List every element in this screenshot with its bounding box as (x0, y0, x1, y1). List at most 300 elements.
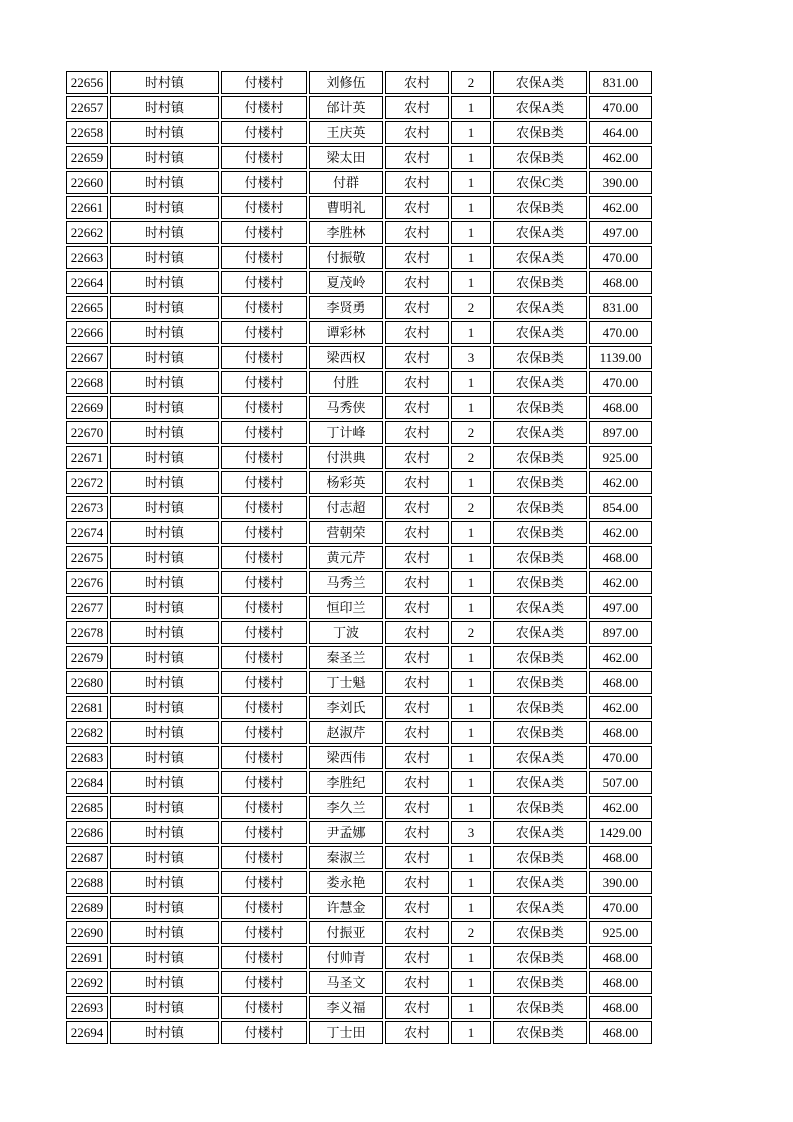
cell-name: 李义福 (309, 996, 383, 1019)
cell-amount: 925.00 (589, 921, 652, 944)
cell-residence: 农村 (385, 721, 449, 744)
cell-id: 22678 (66, 621, 108, 644)
cell-town: 时村镇 (110, 446, 219, 469)
cell-category: 农保A类 (493, 621, 587, 644)
cell-category: 农保A类 (493, 746, 587, 769)
cell-name: 李刘氏 (309, 696, 383, 719)
cell-town: 时村镇 (110, 596, 219, 619)
cell-name: 邰计英 (309, 96, 383, 119)
cell-name: 付胜 (309, 371, 383, 394)
cell-count: 1 (451, 571, 491, 594)
cell-amount: 462.00 (589, 521, 652, 544)
cell-amount: 468.00 (589, 396, 652, 419)
cell-town: 时村镇 (110, 621, 219, 644)
cell-residence: 农村 (385, 696, 449, 719)
cell-category: 农保B类 (493, 546, 587, 569)
cell-count: 2 (451, 621, 491, 644)
cell-id: 22668 (66, 371, 108, 394)
cell-id: 22677 (66, 596, 108, 619)
cell-count: 2 (451, 496, 491, 519)
table-row (66, 746, 652, 769)
cell-residence: 农村 (385, 71, 449, 94)
cell-id: 22672 (66, 471, 108, 494)
cell-id: 22664 (66, 271, 108, 294)
cell-town: 时村镇 (110, 721, 219, 744)
cell-count: 2 (451, 446, 491, 469)
cell-category: 农保B类 (493, 946, 587, 969)
cell-name: 马秀侠 (309, 396, 383, 419)
cell-count: 1 (451, 871, 491, 894)
cell-name: 付洪典 (309, 446, 383, 469)
table-row (66, 546, 652, 569)
cell-category: 农保A类 (493, 821, 587, 844)
cell-village: 付楼村 (221, 121, 307, 144)
cell-id: 22670 (66, 421, 108, 444)
cell-amount: 468.00 (589, 846, 652, 869)
cell-amount: 470.00 (589, 371, 652, 394)
cell-category: 农保B类 (493, 196, 587, 219)
cell-residence: 农村 (385, 371, 449, 394)
cell-id: 22686 (66, 821, 108, 844)
cell-category: 农保B类 (493, 696, 587, 719)
cell-amount: 1139.00 (589, 346, 652, 369)
cell-count: 1 (451, 721, 491, 744)
cell-category: 农保A类 (493, 321, 587, 344)
cell-village: 付楼村 (221, 896, 307, 919)
cell-name: 丁士田 (309, 1021, 383, 1044)
table-row (66, 71, 652, 94)
cell-amount: 468.00 (589, 946, 652, 969)
cell-count: 1 (451, 1021, 491, 1044)
cell-id: 22656 (66, 71, 108, 94)
table-row (66, 996, 652, 1019)
cell-id: 22658 (66, 121, 108, 144)
cell-count: 1 (451, 896, 491, 919)
cell-village: 付楼村 (221, 471, 307, 494)
cell-town: 时村镇 (110, 996, 219, 1019)
cell-id: 22681 (66, 696, 108, 719)
cell-category: 农保B类 (493, 971, 587, 994)
cell-residence: 农村 (385, 746, 449, 769)
cell-category: 农保B类 (493, 496, 587, 519)
cell-category: 农保B类 (493, 671, 587, 694)
cell-residence: 农村 (385, 871, 449, 894)
cell-village: 付楼村 (221, 1021, 307, 1044)
cell-residence: 农村 (385, 771, 449, 794)
cell-name: 夏茂岭 (309, 271, 383, 294)
cell-residence: 农村 (385, 671, 449, 694)
cell-town: 时村镇 (110, 71, 219, 94)
cell-count: 2 (451, 71, 491, 94)
table-row (66, 621, 652, 644)
cell-count: 3 (451, 346, 491, 369)
cell-count: 1 (451, 546, 491, 569)
cell-town: 时村镇 (110, 246, 219, 269)
table-row (66, 871, 652, 894)
cell-category: 农保A类 (493, 246, 587, 269)
table-row (66, 796, 652, 819)
cell-town: 时村镇 (110, 271, 219, 294)
cell-category: 农保B类 (493, 146, 587, 169)
table-row (66, 221, 652, 244)
table-row (66, 646, 652, 669)
cell-count: 1 (451, 996, 491, 1019)
table-row (66, 346, 652, 369)
cell-residence: 农村 (385, 246, 449, 269)
cell-residence: 农村 (385, 171, 449, 194)
table-row (66, 971, 652, 994)
cell-amount: 468.00 (589, 546, 652, 569)
cell-category: 农保A类 (493, 771, 587, 794)
table-row (66, 296, 652, 319)
cell-village: 付楼村 (221, 771, 307, 794)
cell-town: 时村镇 (110, 771, 219, 794)
cell-name: 赵淑芹 (309, 721, 383, 744)
cell-id: 22669 (66, 396, 108, 419)
cell-category: 农保B类 (493, 521, 587, 544)
cell-count: 1 (451, 371, 491, 394)
cell-id: 22661 (66, 196, 108, 219)
cell-town: 时村镇 (110, 221, 219, 244)
cell-village: 付楼村 (221, 371, 307, 394)
cell-name: 谭彩林 (309, 321, 383, 344)
cell-category: 农保B类 (493, 796, 587, 819)
cell-residence: 农村 (385, 396, 449, 419)
cell-amount: 831.00 (589, 71, 652, 94)
cell-amount: 470.00 (589, 321, 652, 344)
cell-count: 1 (451, 846, 491, 869)
cell-category: 农保B类 (493, 471, 587, 494)
table-row (66, 396, 652, 419)
table-body (66, 71, 652, 1044)
cell-category: 农保B类 (493, 271, 587, 294)
cell-name: 付群 (309, 171, 383, 194)
table-row (66, 146, 652, 169)
table-row (66, 271, 652, 294)
cell-category: 农保B类 (493, 446, 587, 469)
table-row (66, 521, 652, 544)
cell-id: 22676 (66, 571, 108, 594)
cell-amount: 390.00 (589, 871, 652, 894)
cell-residence: 农村 (385, 96, 449, 119)
cell-town: 时村镇 (110, 971, 219, 994)
cell-name: 曹明礼 (309, 196, 383, 219)
cell-name: 李胜纪 (309, 771, 383, 794)
cell-residence: 农村 (385, 1021, 449, 1044)
cell-id: 22674 (66, 521, 108, 544)
cell-name: 营朝荣 (309, 521, 383, 544)
cell-residence: 农村 (385, 421, 449, 444)
cell-town: 时村镇 (110, 571, 219, 594)
table-row (66, 471, 652, 494)
cell-village: 付楼村 (221, 296, 307, 319)
cell-amount: 897.00 (589, 621, 652, 644)
cell-residence: 农村 (385, 521, 449, 544)
cell-residence: 农村 (385, 196, 449, 219)
cell-amount: 925.00 (589, 446, 652, 469)
cell-residence: 农村 (385, 596, 449, 619)
cell-town: 时村镇 (110, 421, 219, 444)
cell-town: 时村镇 (110, 471, 219, 494)
cell-count: 1 (451, 321, 491, 344)
cell-town: 时村镇 (110, 846, 219, 869)
cell-amount: 462.00 (589, 696, 652, 719)
cell-name: 恒印兰 (309, 596, 383, 619)
cell-name: 秦圣兰 (309, 646, 383, 669)
cell-residence: 农村 (385, 796, 449, 819)
cell-category: 农保A类 (493, 296, 587, 319)
cell-category: 农保B类 (493, 346, 587, 369)
table-row (66, 821, 652, 844)
table-row (66, 96, 652, 119)
cell-town: 时村镇 (110, 671, 219, 694)
cell-amount: 462.00 (589, 571, 652, 594)
table-row (66, 371, 652, 394)
cell-name: 付志超 (309, 496, 383, 519)
cell-count: 1 (451, 746, 491, 769)
cell-name: 丁计峰 (309, 421, 383, 444)
cell-town: 时村镇 (110, 546, 219, 569)
table-row (66, 846, 652, 869)
cell-village: 付楼村 (221, 796, 307, 819)
cell-amount: 470.00 (589, 746, 652, 769)
cell-count: 1 (451, 946, 491, 969)
cell-id: 22694 (66, 1021, 108, 1044)
cell-category: 农保B类 (493, 846, 587, 869)
cell-amount: 470.00 (589, 896, 652, 919)
cell-category: 农保A类 (493, 371, 587, 394)
cell-residence: 农村 (385, 446, 449, 469)
cell-count: 1 (451, 596, 491, 619)
cell-amount: 464.00 (589, 121, 652, 144)
cell-village: 付楼村 (221, 496, 307, 519)
cell-id: 22691 (66, 946, 108, 969)
cell-amount: 462.00 (589, 796, 652, 819)
cell-town: 时村镇 (110, 696, 219, 719)
cell-id: 22692 (66, 971, 108, 994)
cell-id: 22657 (66, 96, 108, 119)
cell-amount: 462.00 (589, 471, 652, 494)
cell-category: 农保A类 (493, 71, 587, 94)
cell-amount: 462.00 (589, 646, 652, 669)
cell-count: 1 (451, 121, 491, 144)
table-row (66, 1021, 652, 1044)
cell-amount: 468.00 (589, 971, 652, 994)
cell-amount: 470.00 (589, 246, 652, 269)
cell-amount: 854.00 (589, 496, 652, 519)
cell-name: 王庆英 (309, 121, 383, 144)
cell-name: 梁西伟 (309, 746, 383, 769)
cell-village: 付楼村 (221, 321, 307, 344)
cell-town: 时村镇 (110, 921, 219, 944)
cell-name: 马圣文 (309, 971, 383, 994)
cell-town: 时村镇 (110, 871, 219, 894)
cell-count: 1 (451, 96, 491, 119)
cell-residence: 农村 (385, 321, 449, 344)
cell-category: 农保B类 (493, 921, 587, 944)
cell-residence: 农村 (385, 546, 449, 569)
cell-id: 22682 (66, 721, 108, 744)
table-row (66, 696, 652, 719)
cell-amount: 507.00 (589, 771, 652, 794)
cell-id: 22687 (66, 846, 108, 869)
cell-village: 付楼村 (221, 271, 307, 294)
cell-name: 梁太田 (309, 146, 383, 169)
cell-amount: 468.00 (589, 671, 652, 694)
cell-town: 时村镇 (110, 496, 219, 519)
cell-name: 丁士魁 (309, 671, 383, 694)
cell-village: 付楼村 (221, 571, 307, 594)
cell-name: 黄元芹 (309, 546, 383, 569)
cell-amount: 470.00 (589, 96, 652, 119)
cell-residence: 农村 (385, 296, 449, 319)
cell-residence: 农村 (385, 946, 449, 969)
cell-village: 付楼村 (221, 621, 307, 644)
cell-residence: 农村 (385, 971, 449, 994)
cell-amount: 390.00 (589, 171, 652, 194)
cell-amount: 831.00 (589, 296, 652, 319)
cell-name: 李久兰 (309, 796, 383, 819)
cell-count: 1 (451, 671, 491, 694)
table-row (66, 171, 652, 194)
cell-id: 22666 (66, 321, 108, 344)
cell-village: 付楼村 (221, 846, 307, 869)
cell-amount: 897.00 (589, 421, 652, 444)
cell-count: 1 (451, 146, 491, 169)
table-row (66, 321, 652, 344)
cell-category: 农保B类 (493, 571, 587, 594)
table-row (66, 771, 652, 794)
cell-amount: 462.00 (589, 196, 652, 219)
cell-town: 时村镇 (110, 371, 219, 394)
cell-id: 22688 (66, 871, 108, 894)
cell-name: 刘修伍 (309, 71, 383, 94)
cell-category: 农保B类 (493, 396, 587, 419)
cell-amount: 468.00 (589, 1021, 652, 1044)
cell-count: 1 (451, 221, 491, 244)
cell-category: 农保A类 (493, 221, 587, 244)
cell-amount: 462.00 (589, 146, 652, 169)
cell-village: 付楼村 (221, 971, 307, 994)
table-row (66, 721, 652, 744)
cell-residence: 农村 (385, 471, 449, 494)
cell-count: 2 (451, 421, 491, 444)
table-row (66, 246, 652, 269)
cell-town: 时村镇 (110, 96, 219, 119)
cell-id: 22667 (66, 346, 108, 369)
cell-id: 22662 (66, 221, 108, 244)
cell-residence: 农村 (385, 121, 449, 144)
cell-category: 农保B类 (493, 121, 587, 144)
cell-count: 1 (451, 171, 491, 194)
cell-town: 时村镇 (110, 796, 219, 819)
cell-name: 尹孟娜 (309, 821, 383, 844)
cell-town: 时村镇 (110, 946, 219, 969)
table-row (66, 896, 652, 919)
cell-count: 2 (451, 296, 491, 319)
cell-town: 时村镇 (110, 321, 219, 344)
cell-residence: 农村 (385, 221, 449, 244)
cell-village: 付楼村 (221, 871, 307, 894)
cell-name: 付帅青 (309, 946, 383, 969)
cell-village: 付楼村 (221, 696, 307, 719)
cell-village: 付楼村 (221, 996, 307, 1019)
table-row (66, 421, 652, 444)
cell-village: 付楼村 (221, 221, 307, 244)
cell-village: 付楼村 (221, 646, 307, 669)
cell-name: 许慧金 (309, 896, 383, 919)
cell-town: 时村镇 (110, 196, 219, 219)
cell-count: 1 (451, 246, 491, 269)
cell-count: 1 (451, 796, 491, 819)
cell-residence: 农村 (385, 821, 449, 844)
cell-village: 付楼村 (221, 71, 307, 94)
table-row (66, 671, 652, 694)
cell-category: 农保B类 (493, 721, 587, 744)
cell-name: 杨彩英 (309, 471, 383, 494)
cell-village: 付楼村 (221, 196, 307, 219)
cell-amount: 497.00 (589, 596, 652, 619)
cell-town: 时村镇 (110, 121, 219, 144)
cell-count: 1 (451, 396, 491, 419)
cell-town: 时村镇 (110, 521, 219, 544)
cell-town: 时村镇 (110, 646, 219, 669)
cell-residence: 农村 (385, 346, 449, 369)
cell-id: 22684 (66, 771, 108, 794)
cell-id: 22665 (66, 296, 108, 319)
cell-id: 22660 (66, 171, 108, 194)
cell-id: 22673 (66, 496, 108, 519)
cell-village: 付楼村 (221, 521, 307, 544)
cell-id: 22683 (66, 746, 108, 769)
cell-amount: 468.00 (589, 721, 652, 744)
cell-name: 秦淑兰 (309, 846, 383, 869)
cell-amount: 468.00 (589, 271, 652, 294)
cell-town: 时村镇 (110, 346, 219, 369)
cell-village: 付楼村 (221, 946, 307, 969)
cell-id: 22690 (66, 921, 108, 944)
cell-residence: 农村 (385, 271, 449, 294)
cell-residence: 农村 (385, 921, 449, 944)
cell-id: 22671 (66, 446, 108, 469)
cell-name: 付振敬 (309, 246, 383, 269)
cell-town: 时村镇 (110, 1021, 219, 1044)
cell-village: 付楼村 (221, 446, 307, 469)
cell-village: 付楼村 (221, 921, 307, 944)
cell-residence: 农村 (385, 896, 449, 919)
cell-count: 1 (451, 471, 491, 494)
cell-amount: 1429.00 (589, 821, 652, 844)
cell-count: 1 (451, 521, 491, 544)
cell-category: 农保B类 (493, 996, 587, 1019)
cell-category: 农保B类 (493, 646, 587, 669)
cell-residence: 农村 (385, 146, 449, 169)
cell-town: 时村镇 (110, 296, 219, 319)
cell-village: 付楼村 (221, 96, 307, 119)
cell-name: 马秀兰 (309, 571, 383, 594)
cell-amount: 497.00 (589, 221, 652, 244)
cell-count: 1 (451, 771, 491, 794)
cell-count: 3 (451, 821, 491, 844)
cell-residence: 农村 (385, 571, 449, 594)
table-row (66, 196, 652, 219)
cell-id: 22659 (66, 146, 108, 169)
cell-category: 农保C类 (493, 171, 587, 194)
cell-id: 22693 (66, 996, 108, 1019)
table-row (66, 596, 652, 619)
cell-category: 农保A类 (493, 871, 587, 894)
cell-town: 时村镇 (110, 171, 219, 194)
